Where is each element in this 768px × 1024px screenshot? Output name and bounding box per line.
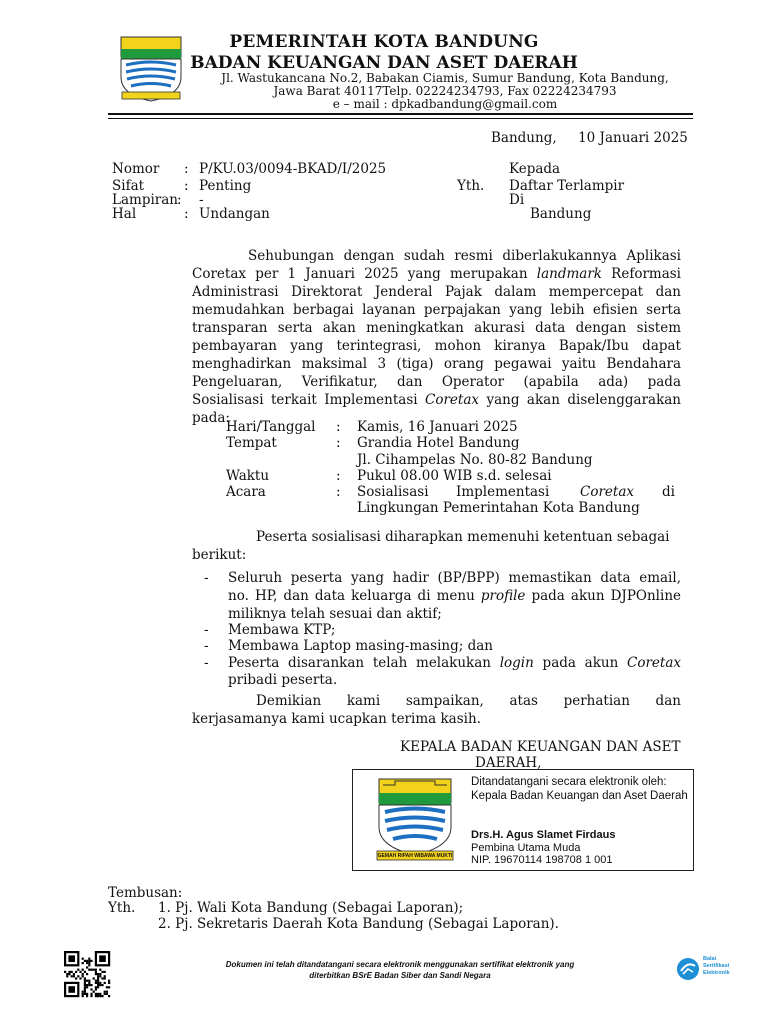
body-paragraph-1 (192, 247, 681, 427)
detail-value: Kamis, 16 Januari 2025 (357, 419, 518, 435)
meta-sep: : (184, 206, 189, 222)
e-signature-box (352, 769, 694, 871)
detail-label: Waktu (226, 468, 270, 484)
meta-label: Sifat (112, 178, 145, 194)
signatory-title-1: KEPALA BADAN KEUANGAN DAN ASET (400, 739, 681, 755)
agency-address-1: Jl. Wastukancana No.2, Babakan Ciamis, Sumur Bandung, Kota Bandung, (221, 71, 669, 85)
meta-value: Undangan (199, 206, 270, 222)
recipient-daftar: Daftar Terlampir (509, 178, 625, 194)
meta-value: P/KU.03/0094-BKAD/I/2025 (199, 161, 387, 177)
bsre-emblem-icon (676, 957, 700, 981)
bullet-marker: - (204, 570, 209, 586)
closing-word: kami (346, 693, 381, 709)
detail-sep: : (336, 468, 341, 484)
recipient-yth: Yth. (457, 178, 485, 194)
paragraph-line: memudahkan berbagai layanan perpajakan yang lebih efisien serta (192, 302, 681, 318)
closing-line-1 (256, 692, 681, 710)
closing-word: perhatian (563, 693, 630, 709)
esign-line-1: Ditandatangani secara elektronik oleh: (471, 776, 667, 788)
body-paragraph-2-line2: berikut: (192, 547, 247, 563)
detail-sep: : (336, 435, 341, 451)
detail-value: Lingkungan Pemerintahan Kota Bandung (357, 500, 640, 516)
detail-value-word: Coretax (580, 484, 634, 500)
recipient-city: Bandung (530, 206, 592, 222)
esign-line-2: Kepala Badan Keuangan dan Aset Daerah (471, 790, 688, 802)
closing-word: Demikian (256, 693, 322, 709)
paragraph-line: Pengeluaran, Verifikatur, dan Operator (apabila ada) pada (192, 374, 681, 390)
closing-word: dan (655, 693, 681, 709)
bullet-marker: - (204, 638, 209, 654)
tembusan-heading: Tembusan: (108, 885, 183, 901)
list-item-line: Seluruh peserta yang hadir (BP/BPP) memastikan data email, (228, 570, 681, 586)
paragraph-line: menghadirkan maksimal 3 (tiga) orang pegawai yaitu Bendahara (192, 356, 681, 372)
closing-word: sampaikan, (405, 693, 484, 709)
body-paragraph-2-line1: Peserta sosialisasi diharapkan memenuhi ketentuan sebagai (256, 529, 670, 545)
meta-value: - (199, 192, 204, 208)
detail-label: Acara (226, 484, 266, 500)
signature-emblem (373, 775, 457, 865)
meta-sep: : (177, 192, 182, 208)
bullet-marker: - (204, 655, 209, 671)
qr-code-graphic (62, 950, 116, 998)
detail-value-word: Sosialisasi (357, 484, 429, 500)
list-item-line: Membawa KTP; (228, 622, 336, 638)
detail-value: Grandia Hotel Bandung (357, 435, 520, 451)
footer-note-1: Dokumen ini telah ditandatangani secara elektronik menggunakan sertifikat elektronik yang (225, 960, 575, 969)
paragraph-line: Sehubungan dengan sudah resmi diberlakukannya Aplikasi (248, 248, 681, 264)
paragraph-line: transparan serta akan meningkatkan akurasi data dengan sistem (192, 320, 681, 336)
list-item-line: Peserta disarankan telah melakukan login pada akun Coretax (228, 655, 682, 671)
detail-value-word: di (662, 484, 675, 500)
tembusan-item: 1. Pj. Wali Kota Bandung (Sebagai Laporan); (158, 900, 464, 916)
list-item-line: Membawa Laptop masing-masing; dan (228, 638, 493, 654)
signatory-nip: NIP. 19670114 198708 1 001 (471, 854, 613, 866)
detail-label: Hari/Tanggal (226, 419, 316, 435)
signatory-title-2: DAERAH, (475, 755, 542, 771)
list-item-line: no. HP, dan data keluarga di menu profile pada akun DJPOnline (228, 588, 681, 604)
agency-address-2: Jawa Barat 40117Telp. 02224234793, Fax 02224234793 (273, 84, 617, 98)
header-rule-thin (108, 118, 693, 119)
detail-value-word: Implementasi (456, 484, 550, 500)
meta-label: Hal (112, 206, 137, 222)
letter-date: Bandung, 10 Januari 2025 (491, 130, 688, 146)
paragraph-line: Coretax per 1 Januari 2025 yang merupakan landmark Reformasi (192, 266, 681, 282)
meta-value: Penting (199, 178, 252, 194)
bsre-text-2: Sertifikasi (703, 963, 730, 969)
detail-value: Pukul 08.00 WIB s.d. selesai (357, 468, 552, 484)
qr-code-icon (62, 950, 116, 998)
detail-sep: : (336, 484, 341, 500)
footer-note-2: diterbitkan BSrE Badan Siber dan Sandi Negara (309, 971, 491, 980)
meta-label: Lampiran (112, 192, 178, 208)
meta-label: Nomor (112, 161, 160, 177)
agency-name: BADAN KEUANGAN DAN ASET DAERAH (190, 53, 578, 73)
bullet-marker: - (204, 622, 209, 638)
closing-line-2: kerjasamanya kami ucapkan terima kasih. (192, 711, 481, 727)
detail-value: Jl. Cihampelas No. 80-82 Bandung (357, 452, 593, 468)
list-item-line: miliknya telah sesuai dan aktif; (228, 606, 442, 622)
detail-label: Tempat (226, 435, 277, 451)
meta-sep: : (184, 178, 189, 194)
tembusan-yth: Yth. (108, 900, 136, 916)
signatory-rank: Pembina Utama Muda (471, 842, 581, 854)
paragraph-line: pada: (192, 410, 230, 426)
list-item-line: pribadi peserta. (228, 672, 338, 688)
bsre-logo (676, 956, 736, 982)
agency-parent-name: PEMERINTAH KOTA BANDUNG (229, 32, 539, 52)
tembusan-item: 2. Pj. Sekretaris Daerah Kota Bandung (Sebagai Laporan). (158, 916, 559, 932)
bsre-text-1: Balai (703, 956, 717, 962)
recipient-kepada: Kepada (509, 161, 561, 177)
bsre-text-3: Elektronik (703, 970, 730, 976)
detail-sep: : (336, 419, 341, 435)
recipient-di: Di (509, 192, 525, 208)
logo-motto: GEMAH RIPAH WIBAWA MUKTI (377, 853, 453, 859)
closing-word: atas (509, 693, 538, 709)
agency-email: e – mail : dpkadbandung@gmail.com (332, 97, 558, 111)
paragraph-line: Sosialisasi terkait Implementasi Coretax yang akan diselenggarakan (192, 392, 681, 408)
header-rule-thick (108, 113, 693, 115)
paragraph-line: pembayaran yang terintegrasi, mohon kiranya Bapak/Ibu dapat (192, 338, 681, 354)
paragraph-line: Administrasi Direktorat Jenderal Pajak dalam mempercepat dan (192, 284, 681, 300)
meta-sep: : (184, 161, 189, 177)
signatory-name: Drs.H. Agus Slamet Firdaus (471, 829, 616, 841)
